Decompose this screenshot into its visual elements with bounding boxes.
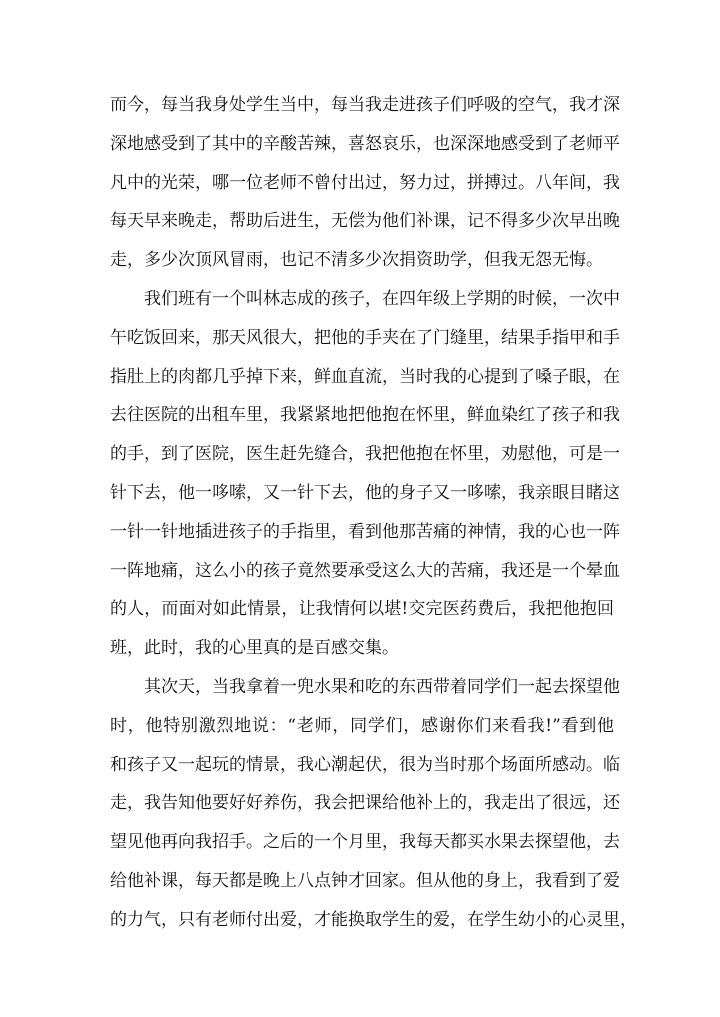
text-line: 一阵地痛，这么小的孩子竟然要承受这么大的苦痛，我还是一个晕血 xyxy=(110,560,620,581)
text-line: 和孩子又一起玩的情景，我心潮起伏，很为当时那个场面所感动。临 xyxy=(110,754,620,775)
text-line: 时，他特别激烈地说：“老师，同学们，感谢你们来看我!”看到他 xyxy=(110,715,614,736)
text-line: 班，此时，我的心里真的是百感交集。 xyxy=(110,638,399,659)
text-line: 午吃饭回来，那天风很大，把他的手夹在了门缝里，结果手指甲和手 xyxy=(110,327,620,348)
text-line: 每天早来晚走，帮助后进生，无偿为他们补课，记不得多少次早出晚 xyxy=(110,211,620,232)
text-line: 我们班有一个叫林志成的孩子，在四年级上学期的时候，一次中 xyxy=(110,288,620,309)
paragraph-2 xyxy=(110,280,620,668)
text-line: 望见他再向我招手。之后的一个月里，我每天都买水果去探望他，去 xyxy=(110,832,620,853)
paragraph-1 xyxy=(110,86,620,280)
text-line: 去往医院的出租车里，我紧紧地把他抱在怀里，鲜血染红了孩子和我 xyxy=(110,405,620,426)
document-page xyxy=(110,86,637,940)
text-line: 的手，到了医院，医生赶先缝合，我把他抱在怀里，劝慰他，可是一 xyxy=(110,444,620,465)
text-line: 指肚上的肉都几乎掉下来，鲜血直流，当时我的心提到了嗓子眼，在 xyxy=(110,366,620,387)
text-line: 一针一针地插进孩子的手指里，看到他那苦痛的神情，我的心也一阵 xyxy=(110,521,620,542)
text-line: 走，多少次顶风冒雨，也记不清多少次捐资助学，但我无怨无悔。 xyxy=(110,250,603,271)
text-line: 针下去，他一哆嗦，又一针下去，他的身子又一哆嗦，我亲眼目睹这 xyxy=(110,482,620,503)
text-line: 的力气，只有老师付出爱，才能换取学生的爱，在学生幼小的心灵里， xyxy=(110,909,637,930)
paragraph-3 xyxy=(110,668,637,940)
text-line: 其次天，当我拿着一兜水果和吃的东西带着同学们一起去探望他 xyxy=(110,676,620,697)
text-line: 凡中的光荣，哪一位老师不曾付出过，努力过，拼搏过。八年间，我 xyxy=(110,172,620,193)
text-line: 的人，而面对如此情景，让我情何以堪!交完医药费后，我把他抱回 xyxy=(110,599,614,620)
text-line: 走，我告知他要好好养伤，我会把课给他补上的，我走出了很远，还 xyxy=(110,793,620,814)
text-line: 而今，每当我身处学生当中，每当我走进孩子们呼吸的空气，我才深 xyxy=(110,95,620,115)
text-line: 给他补课，每天都是晚上八点钟才回家。但从他的身上，我看到了爱 xyxy=(110,870,620,891)
text-line: 深地感受到了其中的辛酸苦辣，喜怒哀乐，也深深地感受到了老师平 xyxy=(110,133,620,154)
